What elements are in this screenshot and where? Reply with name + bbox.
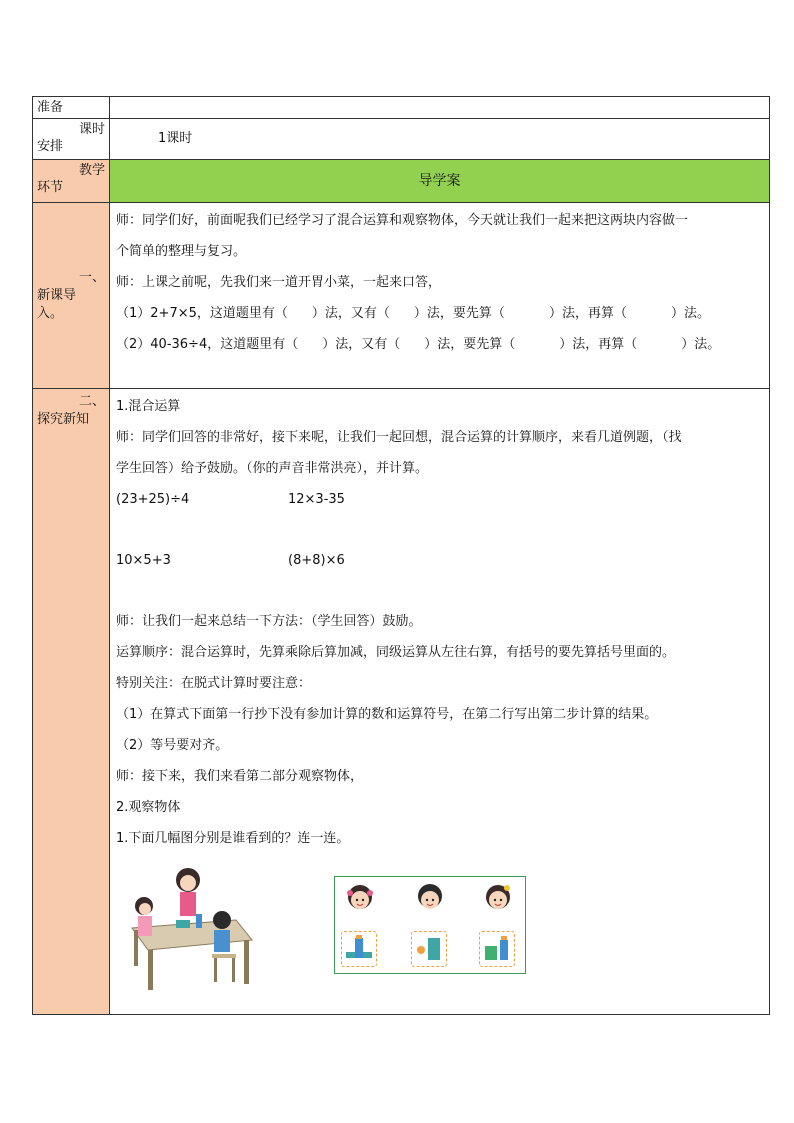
section1-label: 一、 新课导 入。 bbox=[33, 203, 110, 389]
prep-content bbox=[110, 97, 770, 119]
boy-face-icon[interactable] bbox=[415, 883, 445, 913]
guide-title: 导学案 bbox=[110, 160, 770, 203]
intro-line-3: 师：上课之前呢，先我们来一道开胃小菜，一起来口答， bbox=[116, 275, 442, 290]
row-prep bbox=[33, 97, 770, 119]
intro-line-2: 个简单的整理与复习。 bbox=[116, 244, 247, 259]
section2-label: 二、 探究新知 bbox=[33, 389, 110, 1015]
section1-content bbox=[110, 203, 770, 389]
note-1: （1）在算式下面第一行抄下没有参加计算的数和运算符号，在第二行写出第二步计算的结果。 bbox=[116, 707, 658, 722]
section2-content bbox=[110, 389, 770, 1015]
observation-figures bbox=[110, 854, 769, 1004]
girl-face-icon[interactable] bbox=[345, 883, 375, 913]
explore-intro-1: 师：同学们回答的非常好，接下来呢，让我们一起回想，混合运算的计算顺序，来看几道例题，（找 bbox=[116, 430, 682, 445]
summary-line: 师：让我们一起来总结一下方法：（学生回答）鼓励。 bbox=[116, 614, 422, 629]
question-2: （2）40-36÷4，这道题里有（ ）法，又有（ ）法，要先算（ ）法，再算（ ）法。 bbox=[116, 337, 721, 352]
cup-bottle-icon[interactable] bbox=[479, 931, 515, 967]
classroom-scene-image bbox=[118, 858, 258, 998]
attention-line: 特别关注：在脱式计算时要注意： bbox=[116, 676, 312, 691]
girl-face-icon[interactable] bbox=[483, 883, 513, 913]
prep-label: 准备 bbox=[33, 97, 110, 119]
example-row-1: (23+25)÷4 12×3-35 bbox=[116, 492, 345, 507]
heading-observe: 2.观察物体 bbox=[116, 800, 181, 815]
heading-mixed-ops: 1.混合运算 bbox=[116, 399, 181, 414]
hours-content: 1课时 bbox=[110, 119, 770, 160]
note-2: （2）等号要对齐。 bbox=[116, 738, 229, 753]
row-hours bbox=[33, 119, 770, 160]
intro-line-1: 师：同学们好，前面呢我们已经学习了混合运算和观察物体，今天就让我们一起来把这两块内容做一 bbox=[116, 213, 689, 228]
question-1: （1）2+7×5，这道题里有（ ）法，又有（ ）法，要先算（ ）法，再算（ ）法。 bbox=[116, 306, 710, 321]
matching-board bbox=[334, 876, 526, 974]
bottle-box-icon[interactable] bbox=[341, 931, 377, 967]
row-section-intro bbox=[33, 203, 770, 389]
hours-label: 课时 安排 bbox=[33, 119, 110, 160]
transition-line: 师：接下来，我们来看第二部分观察物体， bbox=[116, 769, 364, 784]
example-row-2: 10×5+3 (8+8)×6 bbox=[116, 553, 345, 568]
order-rule: 运算顺序：混合运算时，先算乘除后算加减，同级运算从左往右算，有括号的要先算括号里面的。 bbox=[116, 645, 676, 660]
lesson-plan-table bbox=[32, 96, 770, 1015]
side-view-icon[interactable] bbox=[411, 931, 447, 967]
task-line: 1.下面几幅图分别是谁看到的？连一连。 bbox=[116, 831, 350, 846]
explore-intro-2: 学生回答）给予鼓励。（你的声音非常洪亮），并计算。 bbox=[116, 461, 429, 476]
stage-label: 教学 环节 bbox=[33, 160, 110, 203]
row-section-explore bbox=[33, 389, 770, 1015]
row-header bbox=[33, 160, 770, 203]
